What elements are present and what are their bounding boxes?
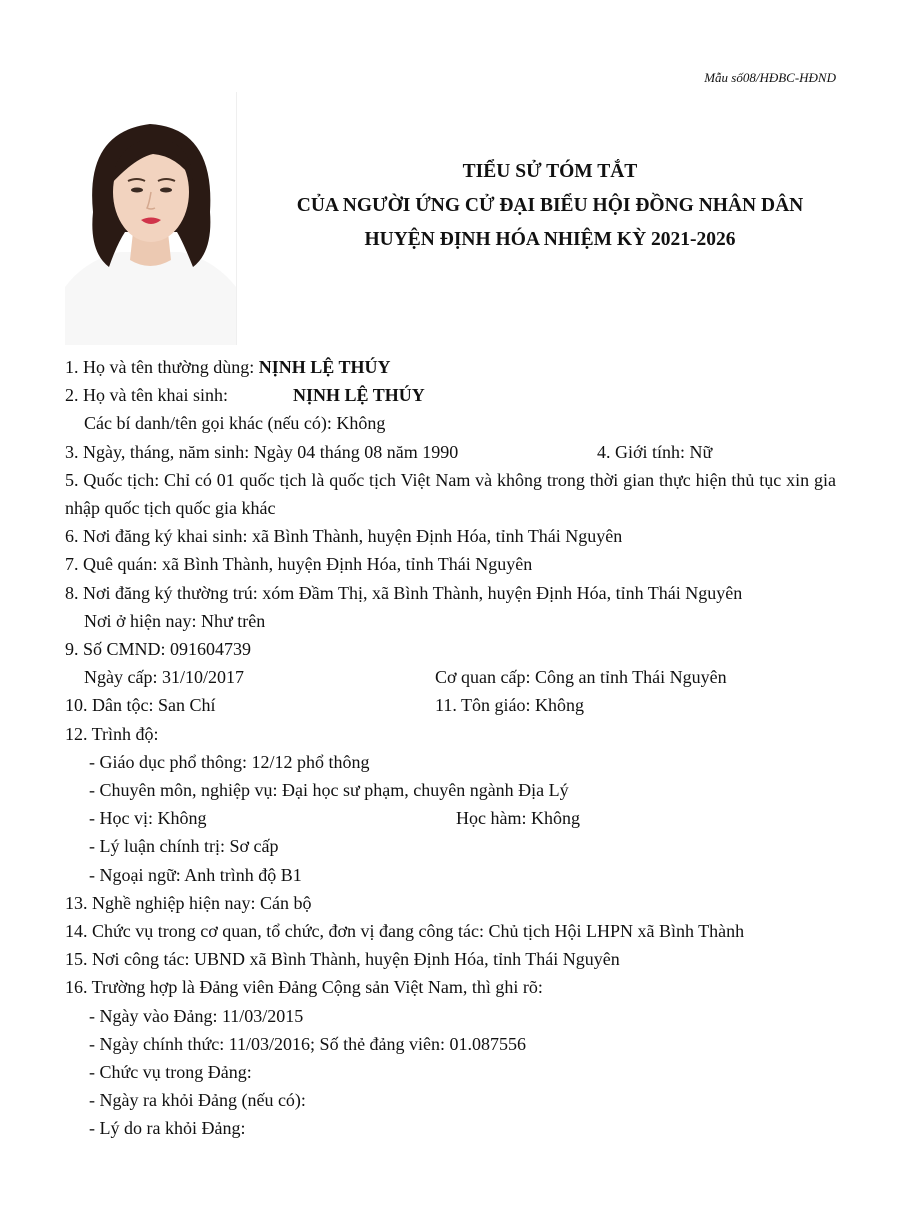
common-name-label: 1. Họ và tên thường dùng: (65, 357, 259, 377)
gender: 4. Giới tính: Nữ (597, 441, 713, 462)
ethnicity: 10. Dân tộc: San Chí (65, 695, 216, 716)
field-degree (65, 804, 836, 832)
title-line-1: TIỂU SỬ TÓM TẮT (462, 161, 638, 182)
field-party-leave-reason: - Lý do ra khỏi Đảng: (89, 1118, 246, 1139)
field-alias: Các bí danh/tên gọi khác (nếu có): Không (84, 413, 386, 434)
form-code: Mẫu số08/HĐBC-HĐND (704, 70, 836, 85)
biography-content (65, 353, 836, 1143)
id-issue-date: Ngày cấp: 31/10/2017 (84, 667, 244, 688)
birth-name-label: 2. Họ và tên khai sinh: (65, 385, 228, 406)
field-general-education: - Giáo dục phổ thông: 12/12 phổ thông (89, 751, 370, 772)
field-common-name (65, 353, 836, 381)
field-party-leave-date: - Ngày ra khỏi Đảng (nếu có): (89, 1090, 306, 1111)
degree: - Học vị: Không (89, 808, 207, 829)
religion: 11. Tôn giáo: Không (435, 695, 584, 716)
field-birth-registration: 6. Nơi đăng ký khai sinh: xã Bình Thành, huyện Định Hóa, tỉnh Thái Nguyên (65, 526, 623, 547)
field-id-issue (65, 663, 836, 691)
field-workplace: 15. Nơi công tác: UBND xã Bình Thành, huyện Định Hóa, tỉnh Thái Nguyên (65, 949, 620, 970)
academic-title: Học hàm: Không (456, 808, 580, 829)
field-political-theory: - Lý luận chính trị: Sơ cấp (89, 836, 279, 857)
field-permanent-residence: 8. Nơi đăng ký thường trú: xóm Đầm Thị, xã Bình Thành, huyện Định Hóa, tỉnh Thái Nguyên (65, 582, 743, 603)
document-title (250, 155, 850, 257)
field-nationality: 5. Quốc tịch: Chỉ có 01 quốc tịch là quốc tịch Việt Nam và không trong thời gian thực hiện thủ tục xin gia nhập quốc tịch quốc gia khác (65, 469, 836, 519)
field-party-position: - Chức vụ trong Đảng: (89, 1062, 252, 1083)
field-ethnicity-religion (65, 691, 836, 719)
field-foreign-language: - Ngoại ngữ: Anh trình độ B1 (89, 864, 302, 885)
field-specialty: - Chuyên môn, nghiệp vụ: Đại học sư phạm, chuyên ngành Địa Lý (89, 780, 569, 801)
dob: 3. Ngày, tháng, năm sinh: Ngày 04 tháng 08 năm 1990 (65, 441, 459, 462)
portrait-photo (65, 92, 237, 345)
field-position: 14. Chức vụ trong cơ quan, tổ chức, đơn vị đang công tác: Chủ tịch Hội LHPN xã Bình Thành (65, 921, 745, 942)
field-hometown: 7. Quê quán: xã Bình Thành, huyện Định Hóa, tỉnh Thái Nguyên (65, 554, 533, 575)
title-line-3: HUYỆN ĐỊNH HÓA NHIỆM KỲ 2021-2026 (364, 229, 736, 250)
field-occupation: 13. Nghề nghiệp hiện nay: Cán bộ (65, 892, 312, 913)
common-name-value: NỊNH LỆ THÚY (258, 357, 391, 377)
id-issuer: Cơ quan cấp: Công an tỉnh Thái Nguyên (435, 667, 727, 688)
portrait-image (65, 92, 236, 345)
field-party-official: - Ngày chính thức: 11/03/2016; Số thẻ đảng viên: 01.087556 (89, 1033, 527, 1054)
field-party-join-date: - Ngày vào Đảng: 11/03/2015 (89, 1005, 304, 1026)
title-line-2: CỦA NGƯỜI ỨNG CỬ ĐẠI BIỂU HỘI ĐỒNG NHÂN DÂN (296, 195, 804, 216)
field-party-header: 16. Trường hợp là Đảng viên Đảng Cộng sản Việt Nam, thì ghi rõ: (65, 977, 543, 998)
field-current-residence: Nơi ở hiện nay: Như trên (84, 610, 266, 631)
field-birth-name (65, 381, 836, 409)
field-dob-gender (65, 438, 836, 466)
field-education-header: 12. Trình độ: (65, 723, 159, 744)
field-id-number: 9. Số CMND: 091604739 (65, 639, 252, 660)
birth-name-value: NỊNH LỆ THÚY (293, 385, 425, 406)
